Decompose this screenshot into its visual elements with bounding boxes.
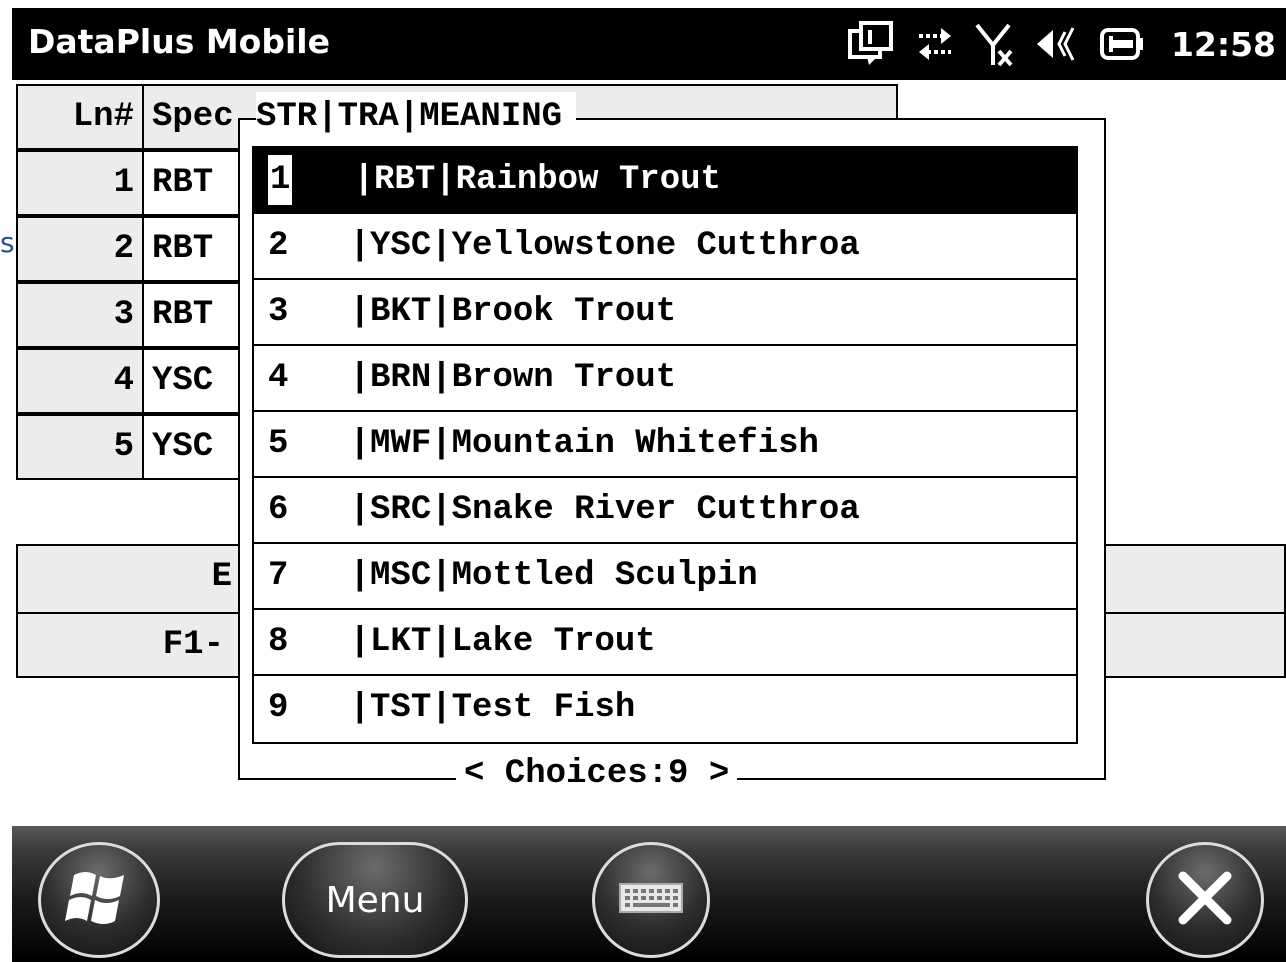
no-signal-icon[interactable] — [975, 21, 1015, 67]
grid-row-species[interactable]: RBT — [142, 150, 262, 216]
footer-row-1[interactable]: E — [16, 544, 1286, 614]
option-str: 5 — [268, 425, 289, 463]
close-button[interactable] — [1146, 842, 1264, 958]
option-mottled-sculpin[interactable]: 7 |MSC|Mottled Sculpin — [254, 544, 1076, 610]
grid-row-line[interactable]: 2 — [16, 216, 144, 282]
status-bar — [12, 8, 1286, 80]
option-meaning: Rainbow Trout — [455, 161, 721, 199]
option-mountain-whitefish[interactable]: 5 |MWF|Mountain Whitefish — [254, 412, 1076, 478]
option-code: BKT — [370, 293, 432, 331]
option-meaning: Brown Trout — [451, 359, 677, 397]
picklist-options[interactable] — [252, 146, 1078, 744]
option-code: BRN — [370, 359, 432, 397]
option-yellowstone-cutthroat[interactable]: 2 |YSC|Yellowstone Cutthroa — [254, 214, 1076, 280]
option-rainbow-trout[interactable]: 1 |RBT|Rainbow Trout — [254, 148, 1076, 214]
grid-row-line[interactable]: 4 — [16, 348, 144, 414]
menu-button[interactable]: Menu — [282, 842, 468, 958]
grid-row-line[interactable]: 1 — [16, 150, 144, 216]
option-str: 7 — [268, 557, 289, 595]
connectivity-icon[interactable] — [847, 21, 895, 67]
grid-header-species: Spec — [142, 84, 898, 150]
windows-start-button[interactable] — [38, 842, 160, 958]
option-code: MSC — [370, 557, 432, 595]
option-code: LKT — [370, 623, 432, 661]
close-icon — [1175, 868, 1235, 933]
choices-count: < Choices:9 > — [456, 754, 737, 794]
app-title: DataPlus Mobile — [28, 22, 330, 61]
grid-row-species[interactable]: RBT — [142, 216, 262, 282]
option-str: 1 — [268, 155, 292, 205]
option-meaning: Brook Trout — [451, 293, 677, 331]
option-snake-river-cutthroat[interactable]: 6 |SRC|Snake River Cutthroa — [254, 478, 1076, 544]
battery-icon[interactable] — [1099, 26, 1145, 62]
option-meaning: Snake River Cutthroa — [451, 491, 860, 529]
clock: 12:58 — [1170, 24, 1276, 64]
grid-row-species[interactable]: RBT — [142, 282, 262, 348]
option-meaning: Mottled Sculpin — [451, 557, 758, 595]
option-str: 9 — [268, 689, 289, 727]
windows-start-icon — [64, 867, 134, 934]
option-lake-trout[interactable]: 8 |LKT|Lake Trout — [254, 610, 1076, 676]
option-str: 6 — [268, 491, 289, 529]
option-code: RBT — [374, 161, 436, 199]
option-str: 8 — [268, 623, 289, 661]
option-test-fish[interactable]: 9 |TST|Test Fish — [268, 689, 636, 727]
option-meaning: Mountain Whitefish — [451, 425, 819, 463]
option-meaning: Test Fish — [451, 689, 636, 727]
option-code: MWF — [370, 425, 432, 463]
side-mark: s — [0, 226, 15, 259]
status-icons — [827, 16, 1276, 72]
grid-row-line[interactable]: 3 — [16, 282, 144, 348]
option-str: 4 — [268, 359, 289, 397]
option-str: 3 — [268, 293, 289, 331]
grid-row-species[interactable]: YSC — [142, 414, 262, 480]
option-str: 2 — [268, 227, 289, 265]
sync-arrows-icon[interactable] — [915, 24, 955, 64]
volume-icon[interactable] — [1035, 24, 1079, 64]
footer-row-2[interactable]: F1- — [16, 612, 1286, 678]
option-code: YSC — [370, 227, 432, 265]
option-meaning: Lake Trout — [451, 623, 656, 661]
option-brown-trout[interactable]: 4 |BRN|Brown Trout — [254, 346, 1076, 412]
picklist-header: STR|TRA|MEANING — [256, 92, 576, 142]
option-brook-trout[interactable]: 3 |BKT|Brook Trout — [254, 280, 1076, 346]
option-meaning: Yellowstone Cutthroa — [451, 227, 860, 265]
keyboard-button[interactable] — [592, 842, 710, 958]
grid-header-line: Ln# — [16, 84, 144, 150]
option-code: SRC — [370, 491, 432, 529]
keyboard-icon — [619, 883, 683, 918]
option-code: TST — [370, 689, 432, 727]
grid-row-line[interactable]: 5 — [16, 414, 144, 480]
grid-row-species[interactable]: YSC — [142, 348, 262, 414]
